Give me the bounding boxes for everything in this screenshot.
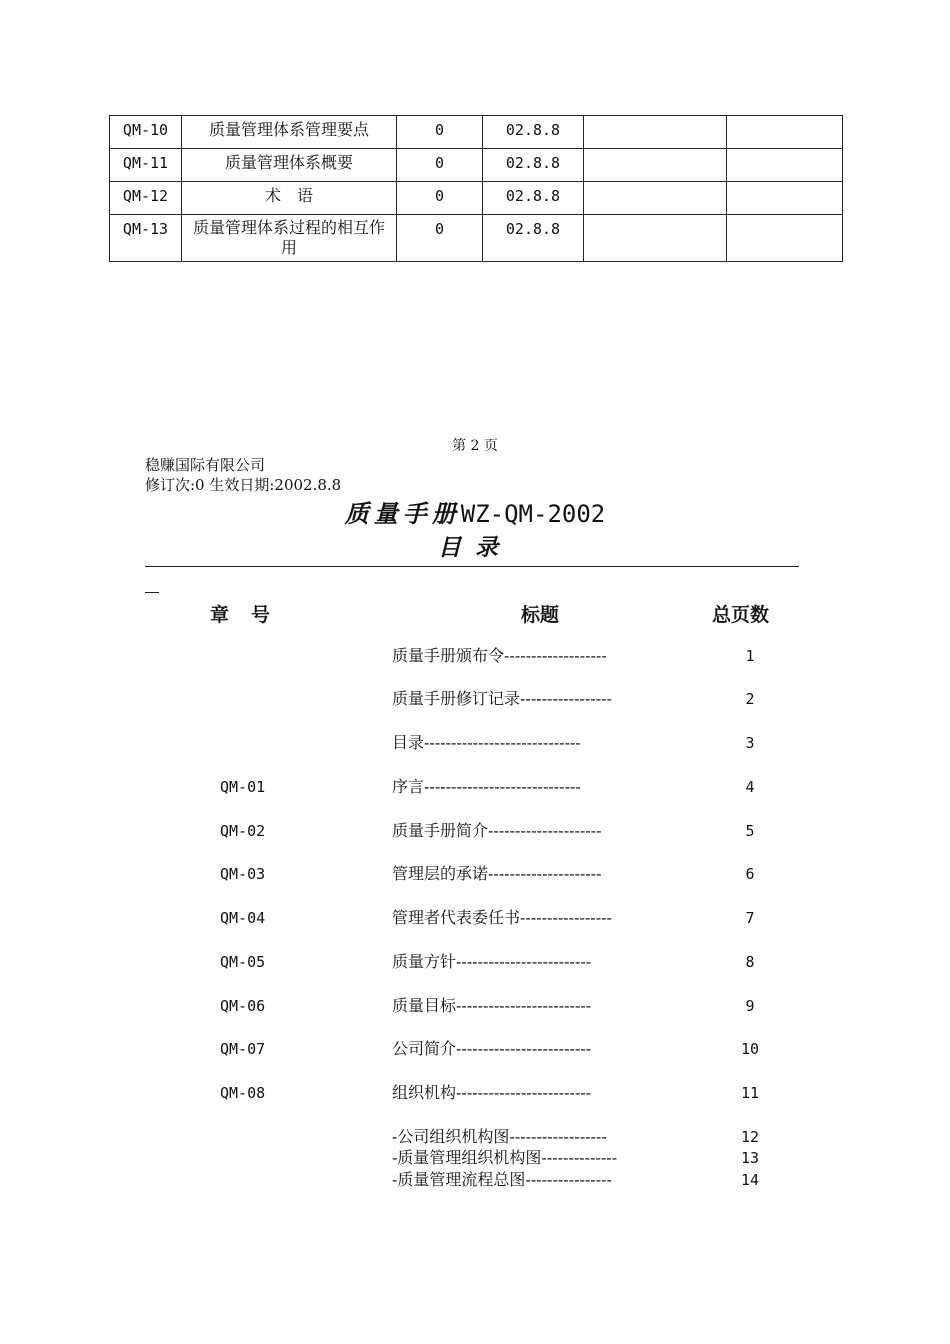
chapter-code: QM-07 <box>220 1040 266 1058</box>
doc-title: 质量管理体系管理要点 <box>182 116 397 149</box>
entry-page: 13 <box>740 1149 760 1167</box>
empty-cell <box>727 182 843 215</box>
doc-code: QM-10 <box>110 116 182 149</box>
chapter-code: QM-06 <box>220 997 266 1015</box>
empty-cell <box>584 149 727 182</box>
entry-title: 公司简介------------------------- <box>392 1039 592 1058</box>
doc-version: 0 <box>397 182 483 215</box>
divider <box>145 566 799 567</box>
entry-title: 序言----------------------------- <box>392 777 581 796</box>
entry-page: 1 <box>745 647 755 665</box>
entry-page: 6 <box>745 865 755 883</box>
revision-table <box>109 115 843 262</box>
chapter-code: QM-05 <box>220 953 266 971</box>
entry-title: -质量管理流程总图---------------- <box>392 1170 612 1189</box>
list-item <box>0 1169 950 1191</box>
col-header-pages: 总页数 <box>712 604 770 626</box>
company-name: 稳赚国际有限公司 <box>145 456 266 474</box>
entry-page: 10 <box>740 1040 760 1058</box>
divider-tail <box>145 592 159 593</box>
list-item <box>0 951 950 973</box>
entry-page: 5 <box>745 822 755 840</box>
title-cn: 质量手册 <box>344 499 461 528</box>
entry-page: 12 <box>740 1128 760 1146</box>
table-row <box>110 116 843 149</box>
chapter-code: QM-08 <box>220 1084 266 1102</box>
chapter-code: QM-04 <box>220 909 266 927</box>
col-header-chapter: 章号 <box>210 604 293 626</box>
doc-title: 术 语 <box>182 182 397 215</box>
entry-title: 目录----------------------------- <box>392 733 581 752</box>
entry-page: 3 <box>745 734 755 752</box>
list-item <box>0 1082 950 1104</box>
doc-date: 02.8.8 <box>483 116 584 149</box>
list-item <box>0 863 950 885</box>
entry-page: 2 <box>745 690 755 708</box>
empty-cell <box>727 215 843 262</box>
entry-title: -公司组织机构图------------------ <box>392 1127 607 1146</box>
list-item <box>0 995 950 1017</box>
table-row <box>110 215 843 262</box>
doc-code: QM-13 <box>110 215 182 262</box>
list-item <box>0 688 950 710</box>
doc-code: QM-11 <box>110 149 182 182</box>
table-row <box>110 149 843 182</box>
entry-page: 14 <box>740 1171 760 1189</box>
entry-page: 7 <box>745 909 755 927</box>
list-item <box>0 645 950 667</box>
title-code: WZ-QM-2002 <box>460 500 606 528</box>
doc-title: 质量管理体系概要 <box>182 149 397 182</box>
entry-title: 质量手册简介--------------------- <box>392 821 602 840</box>
entry-title: -质量管理组织机构图-------------- <box>392 1148 618 1167</box>
doc-version: 0 <box>397 116 483 149</box>
page-number: 第 2 页 <box>452 438 498 454</box>
list-item <box>0 732 950 754</box>
list-item <box>0 1147 950 1169</box>
empty-cell <box>584 215 727 262</box>
doc-version: 0 <box>397 215 483 262</box>
entry-title: 管理者代表委任书----------------- <box>392 908 612 927</box>
doc-date: 02.8.8 <box>483 149 584 182</box>
empty-cell <box>584 116 727 149</box>
entry-page: 9 <box>745 997 755 1015</box>
doc-date: 02.8.8 <box>483 215 584 262</box>
entry-page: 8 <box>745 953 755 971</box>
doc-title: 质量管理体系过程的相互作用 <box>182 215 397 262</box>
list-item <box>0 820 950 842</box>
entry-title: 质量方针------------------------- <box>392 952 592 971</box>
empty-cell <box>584 182 727 215</box>
entry-page: 11 <box>740 1084 760 1102</box>
entry-title: 质量目标------------------------- <box>392 996 592 1015</box>
toc-heading: 目录 <box>438 534 512 561</box>
list-item <box>0 907 950 929</box>
doc-date: 02.8.8 <box>483 182 584 215</box>
list-item <box>0 1038 950 1060</box>
entry-title: 质量手册颁布令------------------- <box>392 646 607 665</box>
list-item <box>0 776 950 798</box>
empty-cell <box>727 116 843 149</box>
entry-title: 管理层的承诺--------------------- <box>392 864 602 883</box>
doc-code: QM-12 <box>110 182 182 215</box>
chapter-code: QM-01 <box>220 778 266 796</box>
entry-page: 4 <box>745 778 755 796</box>
revision-info: 修订次:0 生效日期:2002.8.8 <box>145 476 342 494</box>
list-item <box>0 1126 950 1148</box>
entry-title: 质量手册修订记录----------------- <box>392 689 612 708</box>
entry-title: 组织机构------------------------- <box>392 1083 592 1102</box>
chapter-code: QM-03 <box>220 865 266 883</box>
doc-version: 0 <box>397 149 483 182</box>
empty-cell <box>727 149 843 182</box>
chapter-code: QM-02 <box>220 822 266 840</box>
table-row <box>110 182 843 215</box>
col-header-title: 标题 <box>521 604 560 626</box>
document-title <box>0 494 950 529</box>
